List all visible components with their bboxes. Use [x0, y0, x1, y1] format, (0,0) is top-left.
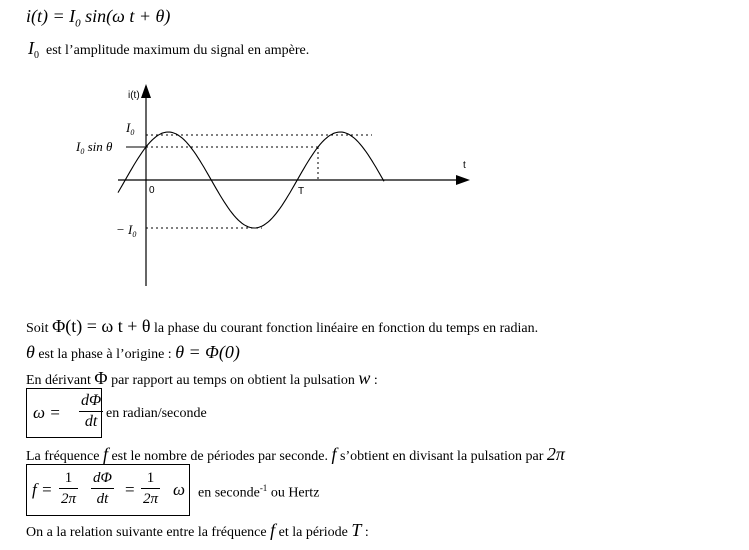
neg-i0-label: − $I_0$: [116, 222, 137, 239]
amplitude-sentence: $I_0$ est l’amplitude maximum du signal en ampère.: [28, 38, 310, 61]
x-axis-label: t: [463, 160, 466, 171]
frequency-unit: en seconde$^{-1}$ ou Hertz: [198, 483, 320, 501]
y-axis-arrow: [141, 84, 151, 98]
frequency-formula-box: f = $\frac{1}{2\pi}$ $\frac{d\Phi}{dt}$ = $\frac{1}{2\pi}$ ω: [26, 464, 190, 516]
i0-label: $I_0$: [126, 120, 135, 137]
x-axis-arrow: [456, 175, 470, 185]
y-axis-label: i(t): [128, 90, 140, 101]
omega-formula-box: ω = $\frac{d\Phi}{dt}$: [26, 388, 102, 438]
formula-current: $i(t) = I_0$ sin(ω t + θ): [26, 6, 171, 30]
frequency-sentence: La fréquence f est le nombre de périodes par seconde. f s’obtient en divisant la pulsation par 2π: [26, 444, 565, 464]
period-label: T: [298, 186, 305, 197]
omega-fraction: $\frac{d\Phi}{dt}$: [81, 392, 102, 430]
origin-phase-sentence: θ est la phase à l’origine : θ = Φ(0): [26, 342, 240, 362]
origin-label: 0: [149, 185, 155, 196]
i0sin-label: $I_0$ sin θ: [76, 139, 113, 156]
omega-unit: en radian/seconde: [106, 406, 207, 421]
relation-sentence: On a la relation suivante entre la fréquence f et la période T :: [26, 520, 369, 540]
phase-sentence: Soit Φ(t) = ω t + θ la phase du courant fonction linéaire en fonction du temps en radian.: [26, 316, 539, 336]
derivative-sentence: En dérivant Φ par rapport au temps on obtient la pulsation w :: [26, 368, 378, 388]
